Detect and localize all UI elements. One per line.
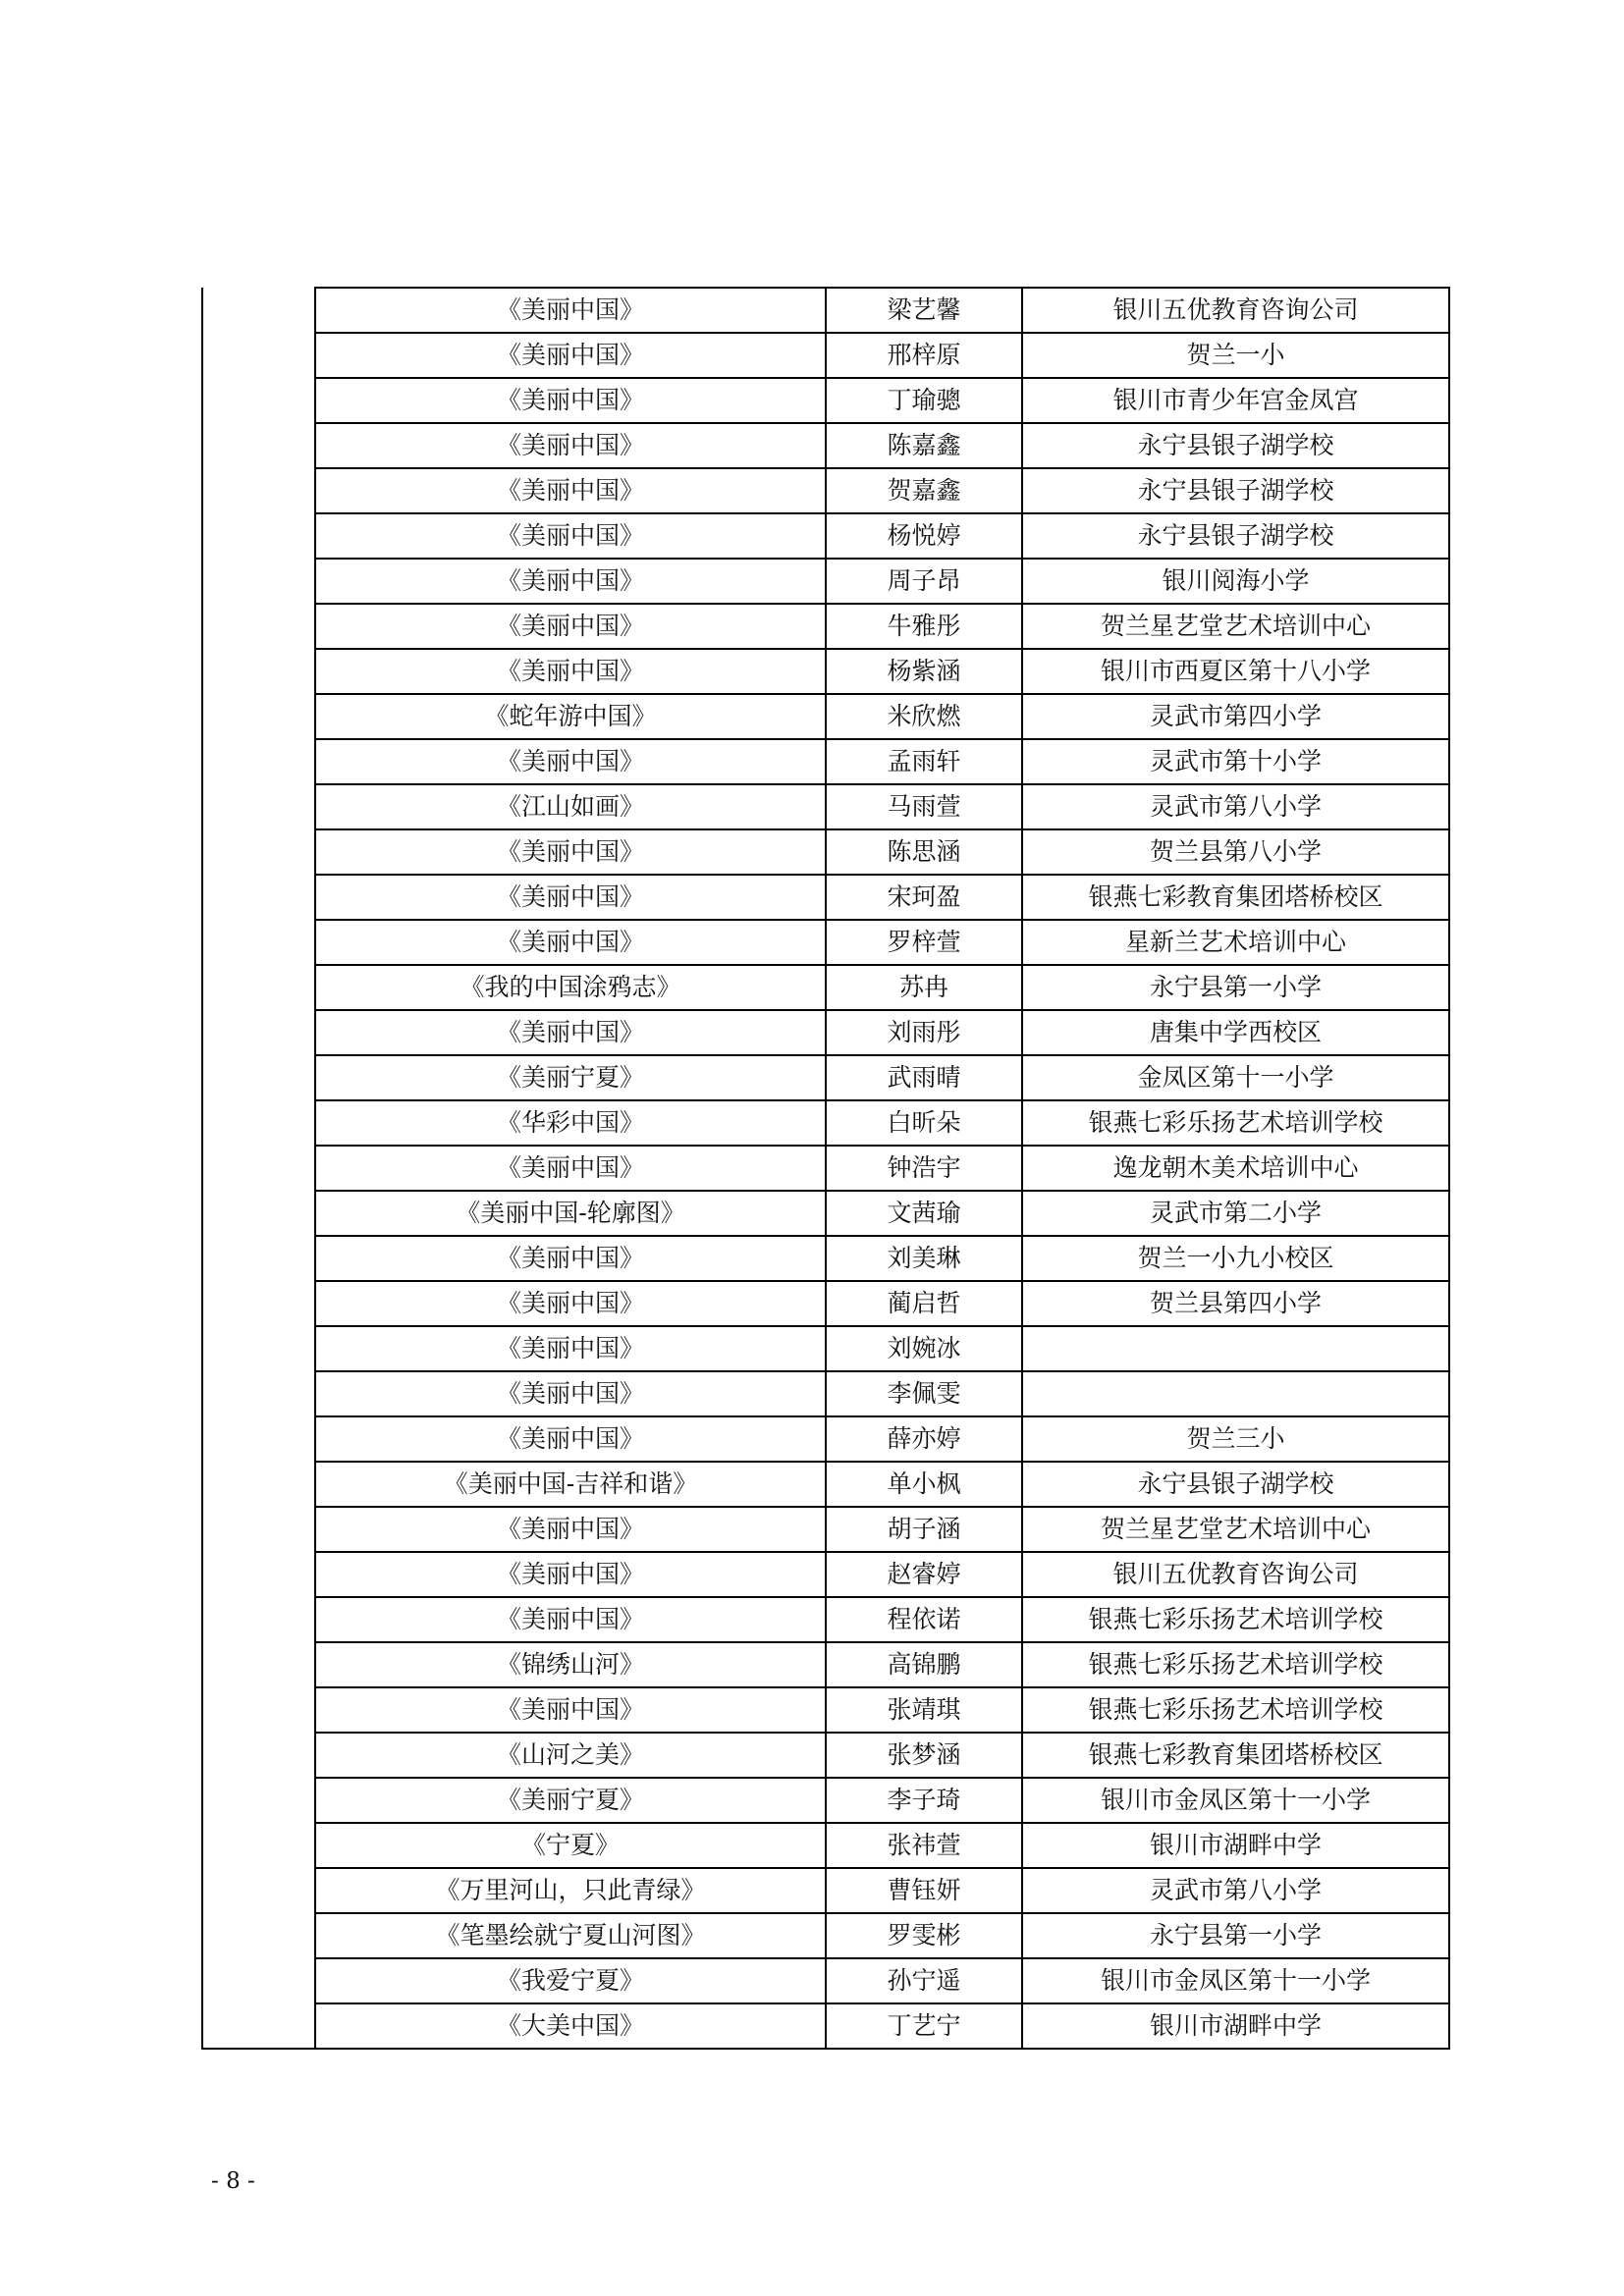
school-cell: 银燕七彩乐扬艺术培训学校 <box>1022 1597 1449 1642</box>
category-cell <box>202 1326 315 1371</box>
category-cell <box>202 1055 315 1100</box>
table-row <box>202 1100 1449 1146</box>
category-cell <box>202 604 315 649</box>
school-cell: 贺兰一小九小校区 <box>1022 1236 1449 1281</box>
author-name-cell: 李子琦 <box>826 1778 1022 1823</box>
artwork-title-cell: 《万里河山，只此青绿》 <box>315 1868 826 1913</box>
author-name-cell: 罗雯彬 <box>826 1913 1022 1958</box>
school-cell: 逸龙朝木美术培训中心 <box>1022 1146 1449 1191</box>
category-cell <box>202 468 315 513</box>
table-row <box>202 965 1449 1010</box>
author-name-cell: 贺嘉鑫 <box>826 468 1022 513</box>
category-cell <box>202 1371 315 1416</box>
category-cell <box>202 513 315 559</box>
school-cell: 贺兰县第八小学 <box>1022 829 1449 875</box>
category-cell <box>202 694 315 739</box>
table-row <box>202 468 1449 513</box>
category-cell <box>202 1146 315 1191</box>
school-cell: 贺兰三小 <box>1022 1416 1449 1462</box>
artwork-title-cell: 《美丽中国》 <box>315 739 826 784</box>
artwork-title-cell: 《美丽中国》 <box>315 875 826 920</box>
table-row <box>202 378 1449 423</box>
category-cell <box>202 965 315 1010</box>
school-cell: 灵武市第八小学 <box>1022 784 1449 829</box>
author-name-cell: 刘婉冰 <box>826 1326 1022 1371</box>
artwork-title-cell: 《江山如画》 <box>315 784 826 829</box>
school-cell: 永宁县银子湖学校 <box>1022 513 1449 559</box>
author-name-cell: 蔺启哲 <box>826 1281 1022 1326</box>
artwork-title-cell: 《美丽中国》 <box>315 1597 826 1642</box>
artwork-title-cell: 《美丽中国》 <box>315 649 826 694</box>
artwork-title-cell: 《大美中国》 <box>315 2003 826 2049</box>
category-cell <box>202 1010 315 1055</box>
author-name-cell: 胡子涵 <box>826 1507 1022 1552</box>
category-cell <box>202 423 315 468</box>
table-row <box>202 1371 1449 1416</box>
table-row <box>202 1507 1449 1552</box>
table-row <box>202 694 1449 739</box>
award-table-wrapper <box>201 287 1450 2050</box>
category-cell <box>202 784 315 829</box>
artwork-title-cell: 《美丽中国》 <box>315 513 826 559</box>
category-cell <box>202 378 315 423</box>
author-name-cell: 苏冉 <box>826 965 1022 1010</box>
artwork-title-cell: 《美丽中国》 <box>315 604 826 649</box>
school-cell: 星新兰艺术培训中心 <box>1022 920 1449 965</box>
award-table-body <box>202 288 1449 2049</box>
category-cell <box>202 920 315 965</box>
table-row <box>202 513 1449 559</box>
table-row <box>202 1733 1449 1778</box>
school-cell: 灵武市第十小学 <box>1022 739 1449 784</box>
category-cell <box>202 1100 315 1146</box>
artwork-title-cell: 《美丽中国》 <box>315 559 826 604</box>
school-cell: 银川市湖畔中学 <box>1022 2003 1449 2049</box>
table-row <box>202 1055 1449 1100</box>
artwork-title-cell: 《美丽宁夏》 <box>315 1055 826 1100</box>
artwork-title-cell: 《我的中国涂鸦志》 <box>315 965 826 1010</box>
school-cell: 永宁县银子湖学校 <box>1022 468 1449 513</box>
school-cell: 银川五优教育咨询公司 <box>1022 288 1449 333</box>
table-row <box>202 920 1449 965</box>
category-cell <box>202 1281 315 1326</box>
author-name-cell: 张靖琪 <box>826 1687 1022 1733</box>
table-row <box>202 1552 1449 1597</box>
category-cell <box>202 1552 315 1597</box>
table-row <box>202 1191 1449 1236</box>
author-name-cell: 李佩雯 <box>826 1371 1022 1416</box>
author-name-cell: 陈思涵 <box>826 829 1022 875</box>
author-name-cell: 丁艺宁 <box>826 2003 1022 2049</box>
author-name-cell: 单小枫 <box>826 1462 1022 1507</box>
artwork-title-cell: 《美丽中国》 <box>315 1326 826 1371</box>
table-row <box>202 784 1449 829</box>
school-cell <box>1022 1371 1449 1416</box>
category-cell <box>202 559 315 604</box>
table-row <box>202 1913 1449 1958</box>
category-cell <box>202 333 315 378</box>
school-cell: 金凤区第十一小学 <box>1022 1055 1449 1100</box>
table-row <box>202 875 1449 920</box>
artwork-title-cell: 《美丽中国》 <box>315 1010 826 1055</box>
author-name-cell: 马雨萱 <box>826 784 1022 829</box>
artwork-title-cell: 《美丽中国》 <box>315 288 826 333</box>
table-row <box>202 1778 1449 1823</box>
school-cell: 唐集中学西校区 <box>1022 1010 1449 1055</box>
school-cell: 贺兰一小 <box>1022 333 1449 378</box>
author-name-cell: 曹钰妍 <box>826 1868 1022 1913</box>
school-cell: 永宁县第一小学 <box>1022 965 1449 1010</box>
artwork-title-cell: 《美丽中国-吉祥和谐》 <box>315 1462 826 1507</box>
school-cell: 永宁县第一小学 <box>1022 1913 1449 1958</box>
author-name-cell: 张梦涵 <box>826 1733 1022 1778</box>
artwork-title-cell: 《美丽中国》 <box>315 1416 826 1462</box>
table-row <box>202 288 1449 333</box>
author-name-cell: 文茜瑜 <box>826 1191 1022 1236</box>
category-cell <box>202 1913 315 1958</box>
school-cell: 灵武市第八小学 <box>1022 1868 1449 1913</box>
category-cell <box>202 1868 315 1913</box>
artwork-title-cell: 《美丽中国》 <box>315 1552 826 1597</box>
author-name-cell: 周子昂 <box>826 559 1022 604</box>
category-cell <box>202 649 315 694</box>
category-cell <box>202 1507 315 1552</box>
artwork-title-cell: 《美丽中国》 <box>315 1146 826 1191</box>
category-cell <box>202 1191 315 1236</box>
artwork-title-cell: 《蛇年游中国》 <box>315 694 826 739</box>
school-cell: 银燕七彩乐扬艺术培训学校 <box>1022 1687 1449 1733</box>
school-cell: 灵武市第四小学 <box>1022 694 1449 739</box>
author-name-cell: 杨悦婷 <box>826 513 1022 559</box>
school-cell: 灵武市第二小学 <box>1022 1191 1449 1236</box>
school-cell: 银川市湖畔中学 <box>1022 1823 1449 1868</box>
artwork-title-cell: 《山河之美》 <box>315 1733 826 1778</box>
artwork-title-cell: 《美丽中国》 <box>315 333 826 378</box>
table-row <box>202 649 1449 694</box>
artwork-title-cell: 《我爱宁夏》 <box>315 1958 826 2003</box>
category-cell <box>202 1778 315 1823</box>
author-name-cell: 邢梓原 <box>826 333 1022 378</box>
table-row <box>202 1326 1449 1371</box>
table-row <box>202 559 1449 604</box>
table-row <box>202 1281 1449 1326</box>
school-cell: 贺兰星艺堂艺术培训中心 <box>1022 1507 1449 1552</box>
author-name-cell: 张祎萱 <box>826 1823 1022 1868</box>
school-cell: 银川市金凤区第十一小学 <box>1022 1958 1449 2003</box>
category-cell <box>202 829 315 875</box>
author-name-cell: 薛亦婷 <box>826 1416 1022 1462</box>
category-cell <box>202 1416 315 1462</box>
author-name-cell: 杨紫涵 <box>826 649 1022 694</box>
table-row <box>202 423 1449 468</box>
table-row <box>202 1236 1449 1281</box>
author-name-cell: 牛雅彤 <box>826 604 1022 649</box>
artwork-title-cell: 《美丽中国》 <box>315 1687 826 1733</box>
school-cell: 永宁县银子湖学校 <box>1022 423 1449 468</box>
page-number: - 8 - <box>211 2168 255 2194</box>
author-name-cell: 赵睿婷 <box>826 1552 1022 1597</box>
category-cell <box>202 875 315 920</box>
author-name-cell: 罗梓萱 <box>826 920 1022 965</box>
category-cell <box>202 2003 315 2049</box>
author-name-cell: 丁瑜骢 <box>826 378 1022 423</box>
table-row <box>202 1146 1449 1191</box>
table-row <box>202 2003 1449 2049</box>
author-name-cell: 刘雨彤 <box>826 1010 1022 1055</box>
table-row <box>202 829 1449 875</box>
artwork-title-cell: 《笔墨绘就宁夏山河图》 <box>315 1913 826 1958</box>
table-row <box>202 1416 1449 1462</box>
table-row <box>202 1687 1449 1733</box>
category-cell <box>202 1687 315 1733</box>
school-cell: 银燕七彩乐扬艺术培训学校 <box>1022 1642 1449 1687</box>
artwork-title-cell: 《宁夏》 <box>315 1823 826 1868</box>
table-row <box>202 1958 1449 2003</box>
artwork-title-cell: 《美丽宁夏》 <box>315 1778 826 1823</box>
table-row <box>202 1010 1449 1055</box>
artwork-title-cell: 《美丽中国》 <box>315 423 826 468</box>
author-name-cell: 宋珂盈 <box>826 875 1022 920</box>
category-cell <box>202 1958 315 2003</box>
table-row <box>202 1462 1449 1507</box>
school-cell: 银川市青少年宫金凤宫 <box>1022 378 1449 423</box>
table-row <box>202 1823 1449 1868</box>
author-name-cell: 高锦鹏 <box>826 1642 1022 1687</box>
table-row <box>202 1868 1449 1913</box>
table-row <box>202 739 1449 784</box>
artwork-title-cell: 《美丽中国》 <box>315 1507 826 1552</box>
category-cell <box>202 1823 315 1868</box>
category-cell <box>202 1462 315 1507</box>
school-cell: 银燕七彩教育集团塔桥校区 <box>1022 1733 1449 1778</box>
category-cell <box>202 1642 315 1687</box>
artwork-title-cell: 《华彩中国》 <box>315 1100 826 1146</box>
author-name-cell: 武雨晴 <box>826 1055 1022 1100</box>
author-name-cell: 刘美琳 <box>826 1236 1022 1281</box>
category-cell <box>202 1236 315 1281</box>
author-name-cell: 白昕朵 <box>826 1100 1022 1146</box>
author-name-cell: 梁艺馨 <box>826 288 1022 333</box>
table-row <box>202 1597 1449 1642</box>
school-cell: 贺兰星艺堂艺术培训中心 <box>1022 604 1449 649</box>
artwork-title-cell: 《美丽中国-轮廓图》 <box>315 1191 826 1236</box>
school-cell: 永宁县银子湖学校 <box>1022 1462 1449 1507</box>
artwork-title-cell: 《美丽中国》 <box>315 1236 826 1281</box>
category-cell <box>202 739 315 784</box>
school-cell: 贺兰县第四小学 <box>1022 1281 1449 1326</box>
category-cell <box>202 1597 315 1642</box>
author-name-cell: 陈嘉鑫 <box>826 423 1022 468</box>
school-cell: 银燕七彩乐扬艺术培训学校 <box>1022 1100 1449 1146</box>
author-name-cell: 程依诺 <box>826 1597 1022 1642</box>
artwork-title-cell: 《美丽中国》 <box>315 1281 826 1326</box>
school-cell: 银川市西夏区第十八小学 <box>1022 649 1449 694</box>
author-name-cell: 米欣燃 <box>826 694 1022 739</box>
school-cell: 银川市金凤区第十一小学 <box>1022 1778 1449 1823</box>
artwork-title-cell: 《锦绣山河》 <box>315 1642 826 1687</box>
school-cell <box>1022 1326 1449 1371</box>
artwork-title-cell: 《美丽中国》 <box>315 829 826 875</box>
category-cell <box>202 1733 315 1778</box>
artwork-title-cell: 《美丽中国》 <box>315 1371 826 1416</box>
school-cell: 银燕七彩教育集团塔桥校区 <box>1022 875 1449 920</box>
table-row <box>202 1642 1449 1687</box>
artwork-title-cell: 《美丽中国》 <box>315 378 826 423</box>
artwork-title-cell: 《美丽中国》 <box>315 920 826 965</box>
category-cell <box>202 288 315 333</box>
table-row <box>202 604 1449 649</box>
school-cell: 银川阅海小学 <box>1022 559 1449 604</box>
table-row <box>202 333 1449 378</box>
school-cell: 银川五优教育咨询公司 <box>1022 1552 1449 1597</box>
artwork-title-cell: 《美丽中国》 <box>315 468 826 513</box>
author-name-cell: 孙宁遥 <box>826 1958 1022 2003</box>
author-name-cell: 钟浩宇 <box>826 1146 1022 1191</box>
author-name-cell: 孟雨轩 <box>826 739 1022 784</box>
award-table <box>201 287 1450 2050</box>
